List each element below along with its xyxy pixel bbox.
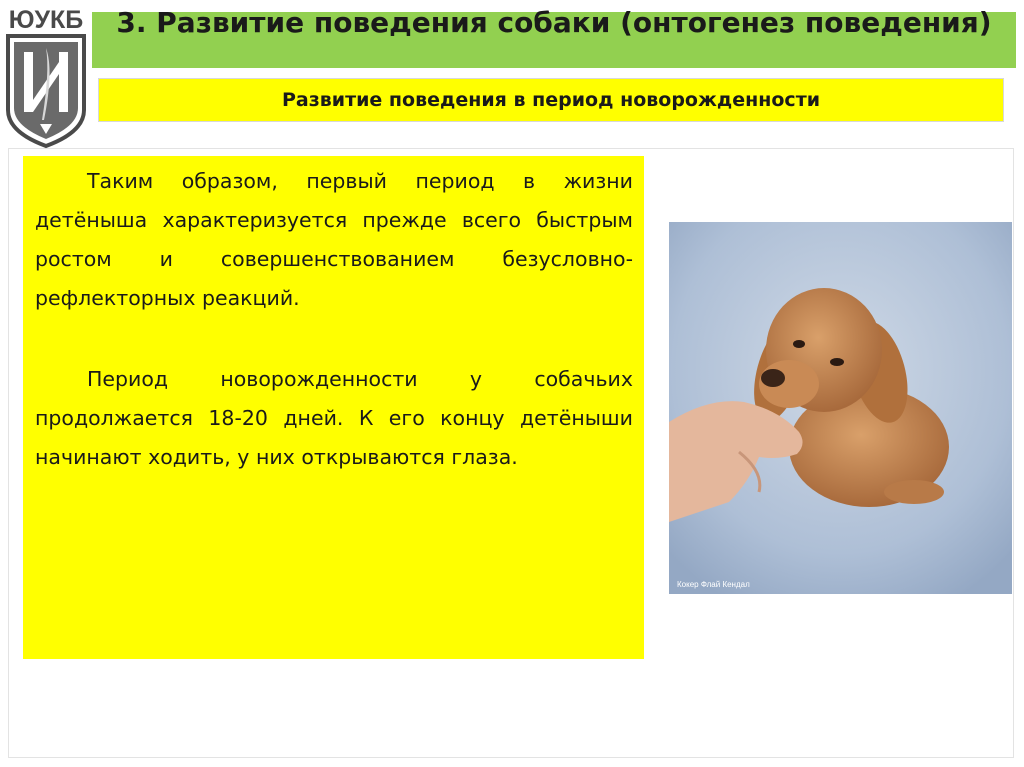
section-subtitle: Развитие поведения в период новорожденности <box>281 89 821 111</box>
logo-text: ЮУКБ <box>8 6 84 34</box>
content-textbox <box>23 156 644 659</box>
page-title: 3. Развитие поведения собаки (онтогенез поведения) <box>116 6 992 39</box>
puppy-eye-left <box>793 340 805 348</box>
paragraph-2: Период новорожденности у собачьих продолжается 18-20 дней. К его концу детёныши начинают ходить, у них открываются глаза. <box>35 367 633 469</box>
photo-caption: Кокер Флай Кендал <box>677 580 750 589</box>
puppy-photo <box>669 222 1012 594</box>
university-logo <box>0 0 92 150</box>
puppy-nose <box>761 369 785 387</box>
paragraph-1: Таким образом, первый период в жизни детёныша характеризуется прежде всего быстрым ростом и совершенствованием безусловно-рефлекторных реакций. <box>35 169 633 310</box>
subtitle-bar <box>98 78 1004 122</box>
puppy-eye-right <box>830 358 844 366</box>
